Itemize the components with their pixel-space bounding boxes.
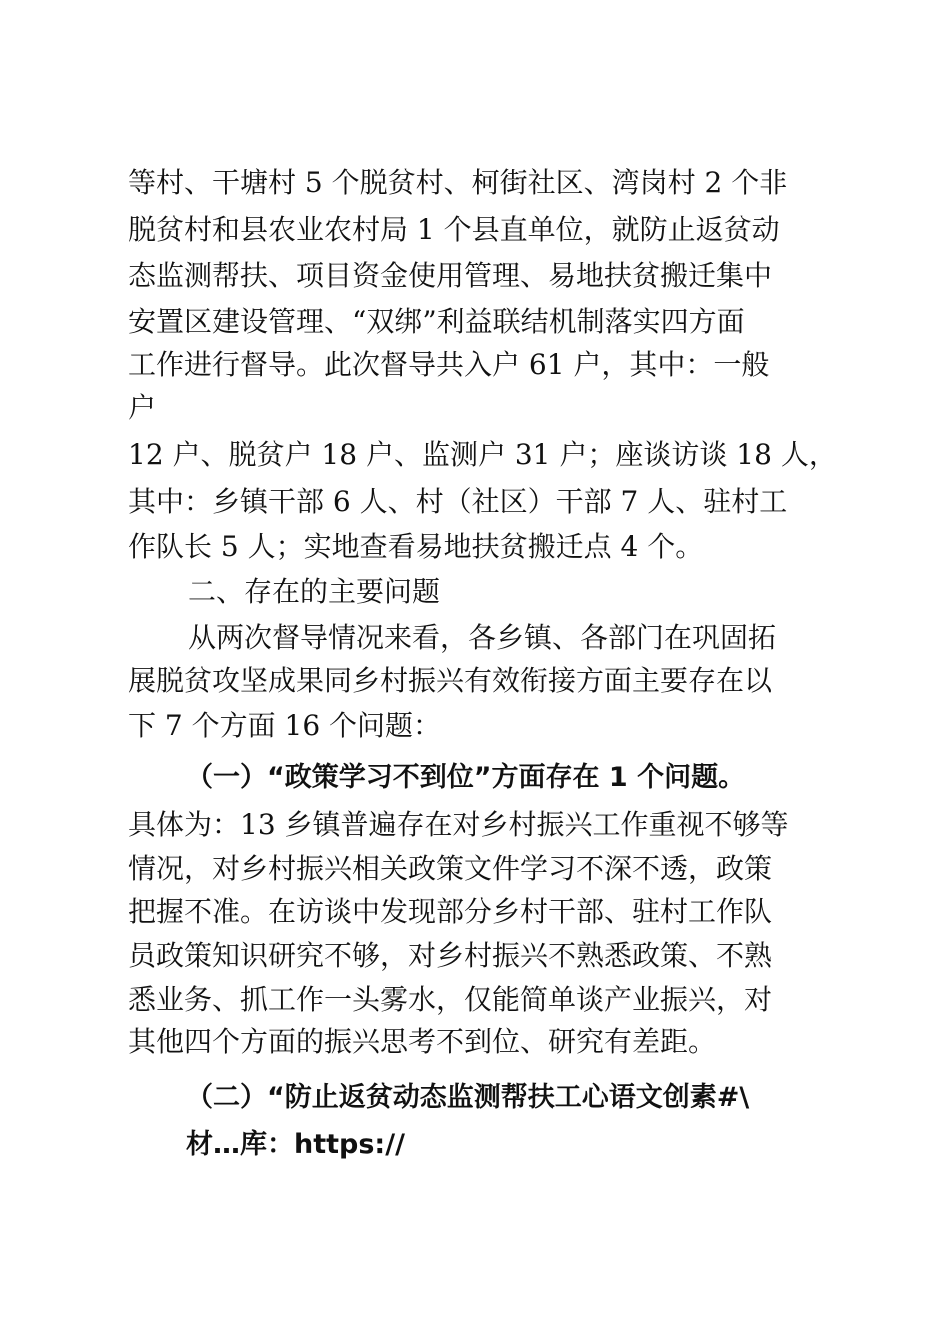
body-line: 从两次督导情况来看，各乡镇、各部门在巩固拓 [188, 621, 777, 654]
body-line: 情况，对乡村振兴相关政策文件学习不深不透，政策 [128, 852, 773, 885]
body-line: 安置区建设管理、“双绑”利益联结机制落实四方面 [128, 305, 745, 338]
body-line: 展脱贫攻坚成果同乡村振兴有效衔接方面主要存在以 [128, 664, 773, 697]
body-line: 作队长 5 人；实地查看易地扶贫搬迁点 4 个。 [128, 530, 704, 563]
body-line: 其中：乡镇干部 6 人、村（社区）干部 7 人、驻村工 [128, 485, 788, 518]
subheading-poverty-monitoring: （二）“防止返贫动态监测帮扶工心语文创素#\ [186, 1082, 750, 1113]
body-line: 12 户、脱贫户 18 户、监测户 31 户；座谈访谈 18 人， [128, 438, 837, 471]
body-line: 员政策知识研究不够，对乡村振兴不熟悉政策、不熟 [128, 939, 773, 972]
body-line: 其他四个方面的振兴思考不到位、研究有差距。 [128, 1025, 717, 1058]
body-line: 等村、干塘村 5 个脱贫村、柯街社区、湾岗村 2 个非 [128, 166, 788, 199]
body-line: 脱贫村和县农业农村局 1 个县直单位，就防止返贫动 [128, 213, 780, 246]
body-line: 悉业务、抓工作一头雾水，仅能简单谈产业振兴，对 [128, 983, 773, 1016]
body-line: 把握不准。在访谈中发现部分乡村干部、驻村工作队 [128, 895, 773, 928]
section-heading: 二、存在的主要问题 [188, 575, 441, 608]
subheading-policy-study: （一）“政策学习不到位”方面存在 1 个问题。 [186, 762, 746, 793]
body-line: 态监测帮扶、项目资金使用管理、易地扶贫搬迁集中 [128, 259, 773, 292]
subheading-poverty-monitoring-cont: 材…库：https:// [186, 1129, 405, 1160]
body-line: 工作进行督导。此次督导共入户 61 户，其中：一般 [128, 348, 770, 381]
body-line: 下 7 个方面 16 个问题： [128, 709, 442, 742]
body-line: 户 [128, 391, 157, 424]
body-line: 具体为：13 乡镇普遍存在对乡村振兴工作重视不够等 [128, 808, 789, 841]
